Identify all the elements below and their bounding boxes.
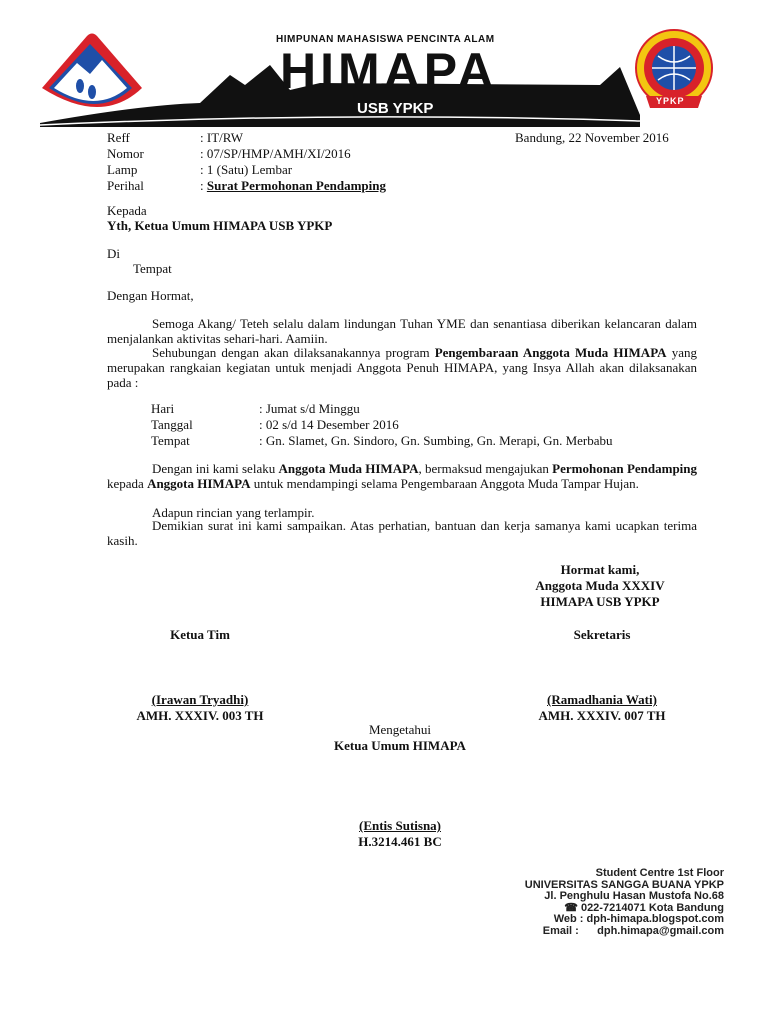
paragraph-4: Adapun rincian yang terlampir. bbox=[152, 505, 315, 520]
detail-row-tanggal bbox=[151, 417, 711, 433]
letterhead bbox=[0, 0, 768, 130]
closing-line: Anggota Muda XXXIV bbox=[535, 578, 665, 593]
signature-left-name: (Irawan Tryadhi) bbox=[151, 692, 249, 707]
meta-label: Reff bbox=[107, 130, 130, 145]
meta-row-nomor bbox=[107, 146, 467, 162]
signature-right-id: AMH. XXXIV. 007 TH bbox=[538, 708, 666, 723]
detail-label: Hari bbox=[151, 401, 175, 416]
meta-value: : 07/SP/HMP/AMH/XI/2016 bbox=[200, 146, 351, 161]
p3-text: kepada bbox=[107, 476, 148, 491]
meta-label: Nomor bbox=[107, 146, 144, 161]
detail-value: : Jumat s/d Minggu bbox=[259, 401, 360, 416]
signature-right-role: Sekretaris bbox=[573, 627, 631, 642]
detail-label: Tanggal bbox=[151, 417, 193, 432]
meta-row-perihal bbox=[107, 178, 467, 194]
signature-right-name: (Ramadhania Wati) bbox=[547, 692, 657, 707]
mengetahui-label: Mengetahui bbox=[368, 722, 432, 737]
signature-center-name: (Entis Sutisna) bbox=[359, 818, 441, 833]
detail-value: : 02 s/d 14 Desember 2016 bbox=[259, 417, 399, 432]
paragraph-5: Demikian surat ini kami sampaikan. Atas perhatian, bantuan dan kerja samanya kami ucapkan terima kasih. bbox=[107, 518, 697, 548]
p3-text: Dengan ini kami selaku bbox=[152, 461, 279, 476]
meta-label: Perihal bbox=[107, 178, 144, 193]
closing-block bbox=[500, 562, 700, 610]
meta-row-lamp bbox=[107, 162, 467, 178]
paragraph-2 bbox=[107, 345, 697, 390]
detail-label: Tempat bbox=[151, 433, 190, 448]
detail-row-tempat bbox=[151, 433, 711, 449]
paragraph-1: Semoga Akang/ Teteh selalu dalam lindungan Tuhan YME dan senantiasa diberikan kelancaran dalam menjalankan aktivitas sehari-hari. Aamiin. bbox=[107, 316, 697, 346]
p3-bold: Anggota Muda HIMAPA bbox=[278, 461, 419, 476]
recipient-tempat: Tempat bbox=[133, 261, 172, 276]
p3-text: untuk mendampingi selama Pengembaraan Anggota Muda Tampar Hujan. bbox=[250, 476, 639, 491]
meta-label: Lamp bbox=[107, 162, 138, 177]
signature-left-role: Ketua Tim bbox=[170, 627, 230, 642]
greeting: Dengan Hormat, bbox=[107, 288, 194, 303]
meta-value: : IT/RW bbox=[200, 130, 243, 145]
signature-center-role: Ketua Umum HIMAPA bbox=[334, 738, 466, 753]
footer-address bbox=[440, 868, 724, 937]
university-logo-banner: YPKP bbox=[656, 96, 685, 106]
recipient-di: Di bbox=[107, 246, 120, 261]
p3-text: , bermaksud mengajukan bbox=[418, 461, 553, 476]
footer-line: ☎ 022-7214071 Kota Bandung bbox=[564, 901, 724, 914]
footer-line: UNIVERSITAS SANGGA BUANA YPKP bbox=[524, 878, 724, 891]
signature-left-id: AMH. XXXIV. 003 TH bbox=[136, 708, 264, 723]
footer-line: Jl. Penghulu Hasan Mustofa No.68 bbox=[544, 890, 724, 902]
detail-row-hari bbox=[151, 401, 711, 417]
subject: Surat Permohonan Pendamping bbox=[206, 178, 387, 193]
meta-row-reff bbox=[107, 130, 467, 146]
org-full-name: HIMPUNAN MAHASISWA PENCINTA ALAM bbox=[276, 34, 495, 45]
closing-line: HIMAPA USB YPKP bbox=[540, 594, 660, 609]
footer-line: Email : dph.himapa@gmail.com bbox=[542, 924, 724, 937]
details-block bbox=[151, 401, 711, 449]
place-date: Bandung, 22 November 2016 bbox=[515, 130, 669, 145]
closing-line: Hormat kami, bbox=[560, 562, 640, 577]
detail-value: : Gn. Slamet, Gn. Sindoro, Gn. Sumbing, Gn. Merapi, Gn. Merbabu bbox=[259, 433, 613, 448]
meta-block bbox=[107, 130, 467, 194]
p3-bold: Permohonan Pendamping bbox=[552, 461, 698, 476]
meta-value: : 1 (Satu) Lembar bbox=[200, 162, 293, 177]
signature-center-id: H.3214.461 BC bbox=[358, 834, 442, 849]
program-name: Pengembaraan Anggota Muda HIMAPA bbox=[434, 345, 667, 360]
p2-text: yang merupakan rangkaian kegiatan untuk menjadi Anggota Penuh HIMAPA, yang Insya Allah akan dilaksanakan pada : bbox=[107, 345, 697, 390]
p3-bold: Anggota HIMAPA bbox=[147, 476, 251, 491]
meta-value-wrap bbox=[200, 178, 386, 193]
org-sub-name: USB YPKP bbox=[357, 100, 434, 117]
footer-line: Web : dph-himapa.blogspot.com bbox=[553, 913, 724, 925]
recipient-kepada: Kepada bbox=[107, 203, 147, 218]
paragraph-3 bbox=[107, 461, 697, 491]
footer-line: Student Centre 1st Floor bbox=[595, 867, 724, 879]
org-short-name: HIMAPA bbox=[280, 43, 498, 99]
recipient-name: Yth, Ketua Umum HIMAPA USB YPKP bbox=[107, 218, 333, 233]
p2-text: Sehubungan dengan akan dilaksanakannya program bbox=[152, 345, 435, 360]
meta-colon: : bbox=[200, 178, 207, 193]
